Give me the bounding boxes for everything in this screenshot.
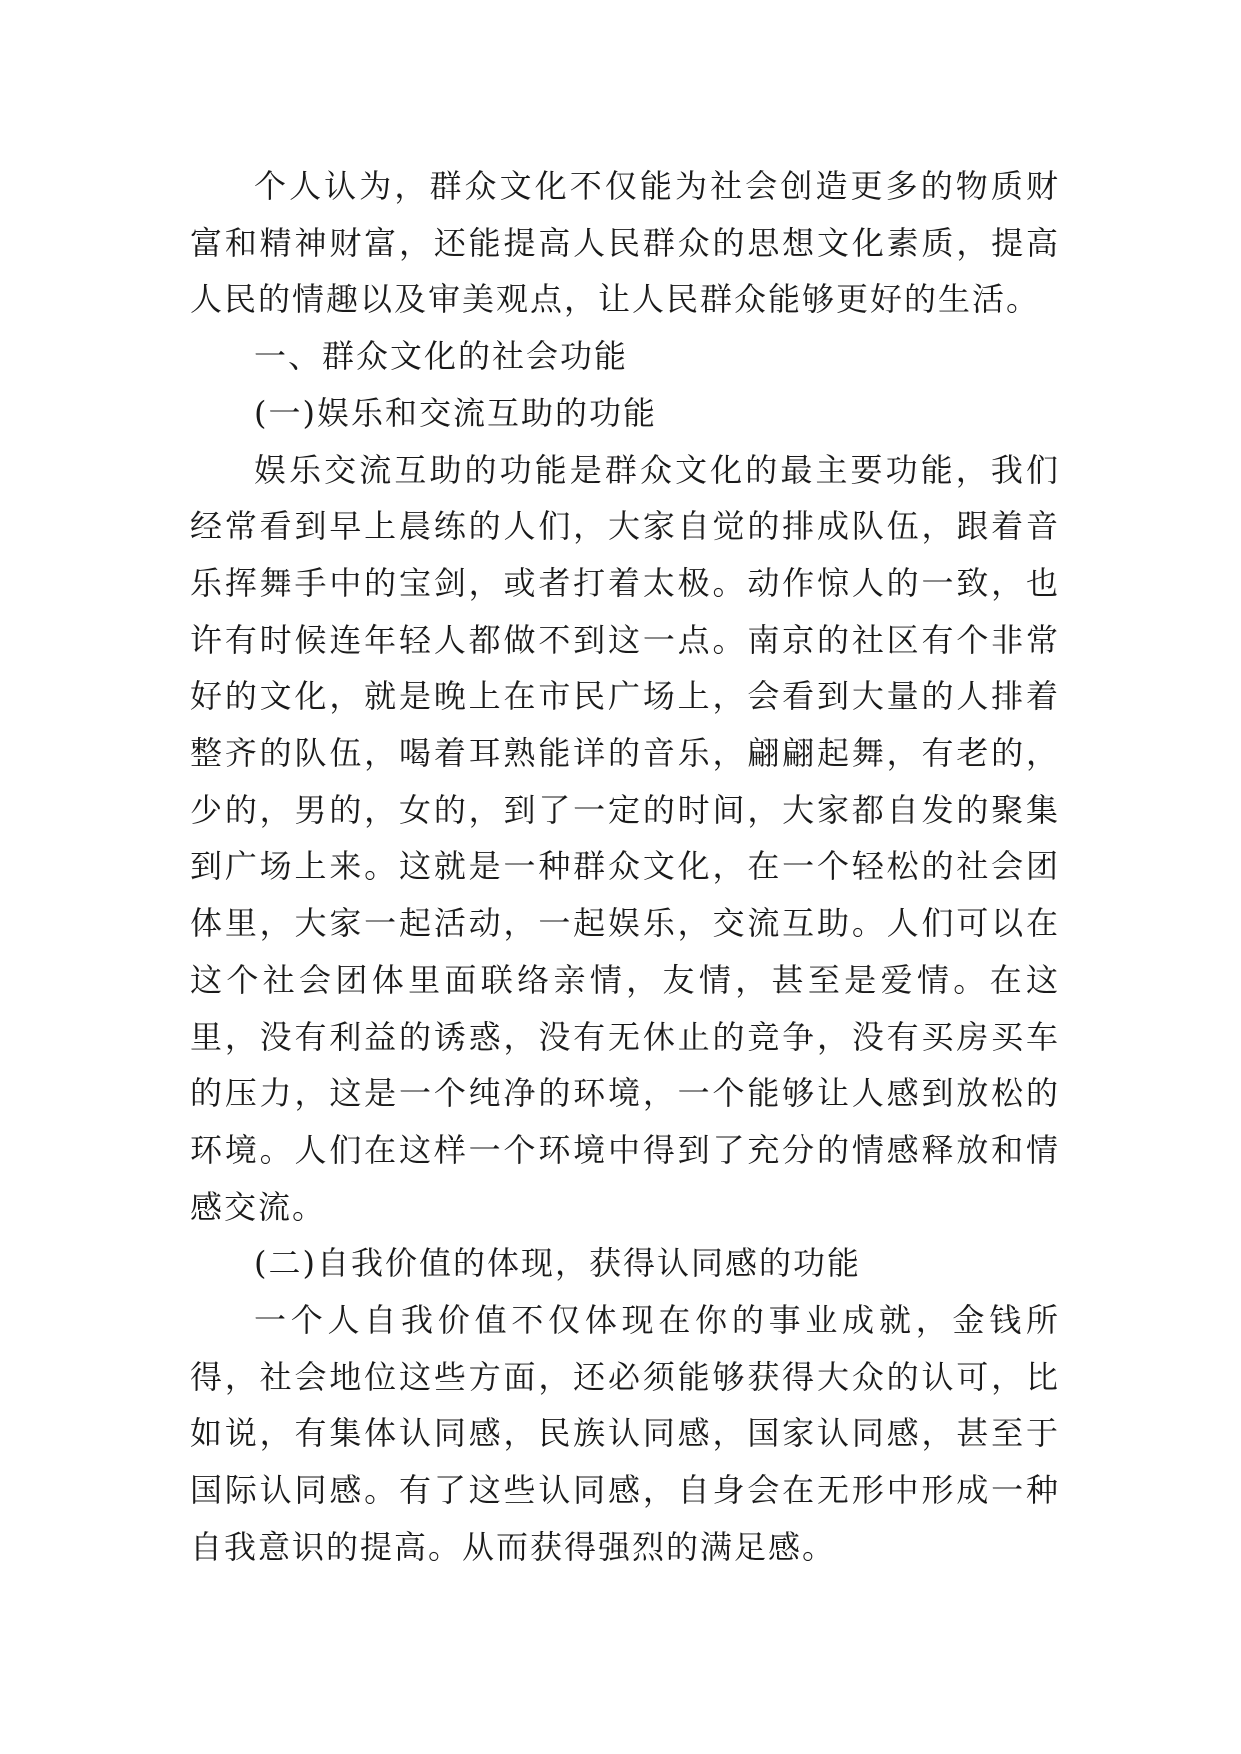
subsection-heading-1: (一)娱乐和交流互助的功能 <box>254 393 657 432</box>
section-heading-1: 一、群众文化的社会功能 <box>254 337 629 376</box>
subsection-heading-2: (二)自我价值的体现，获得认同感的功能 <box>254 1244 861 1283</box>
entertainment-paragraph: 娱乐交流互助的功能是群众文化的最主要功能，我们经常看到早上晨练的人们，大家自觉的排成队伍，跟着音乐挥舞手中的宝剑，或者打着太极。动作惊人的一致，也许有时候连年轻人都做不到这一点。南京的社区有个非常好的文化，就是晚上在市民广场上，会看到大量的人排着整齐的队伍，喝着耳熟能详的音乐，翩翩起舞，有老的，少的，男的，女的，到了一定的时间，大家都自发的聚集到广场上来。这就是一种群众文化，在一个轻松的社会团体里，大家一起活动，一起娱乐，交流互助。人们可以在这个社会团体里面联络亲情，友情，甚至是爱情。在这里，没有利益的诱惑，没有无休止的竞争，没有买房买车的压力，这是一个纯净的环境，一个能够让人感到放松的环境。人们在这样一个环境中得到了充分的情感释放和情感交流。 <box>190 450 1060 1226</box>
self-value-paragraph: 一个人自我价值不仅体现在你的事业成就，金钱所得，社会地位这些方面，还必须能够获得大众的认可，比如说，有集体认同感，民族认同感，国家认同感，甚至于国际认同感。有了这些认同感，自身会在无形中形成一种自我意识的提高。从而获得强烈的满足感。 <box>190 1301 1060 1566</box>
intro-paragraph: 个人认为，群众文化不仅能为社会创造更多的物质财富和精神财富，还能提高人民群众的思想文化素质，提高人民的情趣以及审美观点，让人民群众能够更好的生活。 <box>190 167 1060 319</box>
document-body <box>190 158 1060 1576</box>
